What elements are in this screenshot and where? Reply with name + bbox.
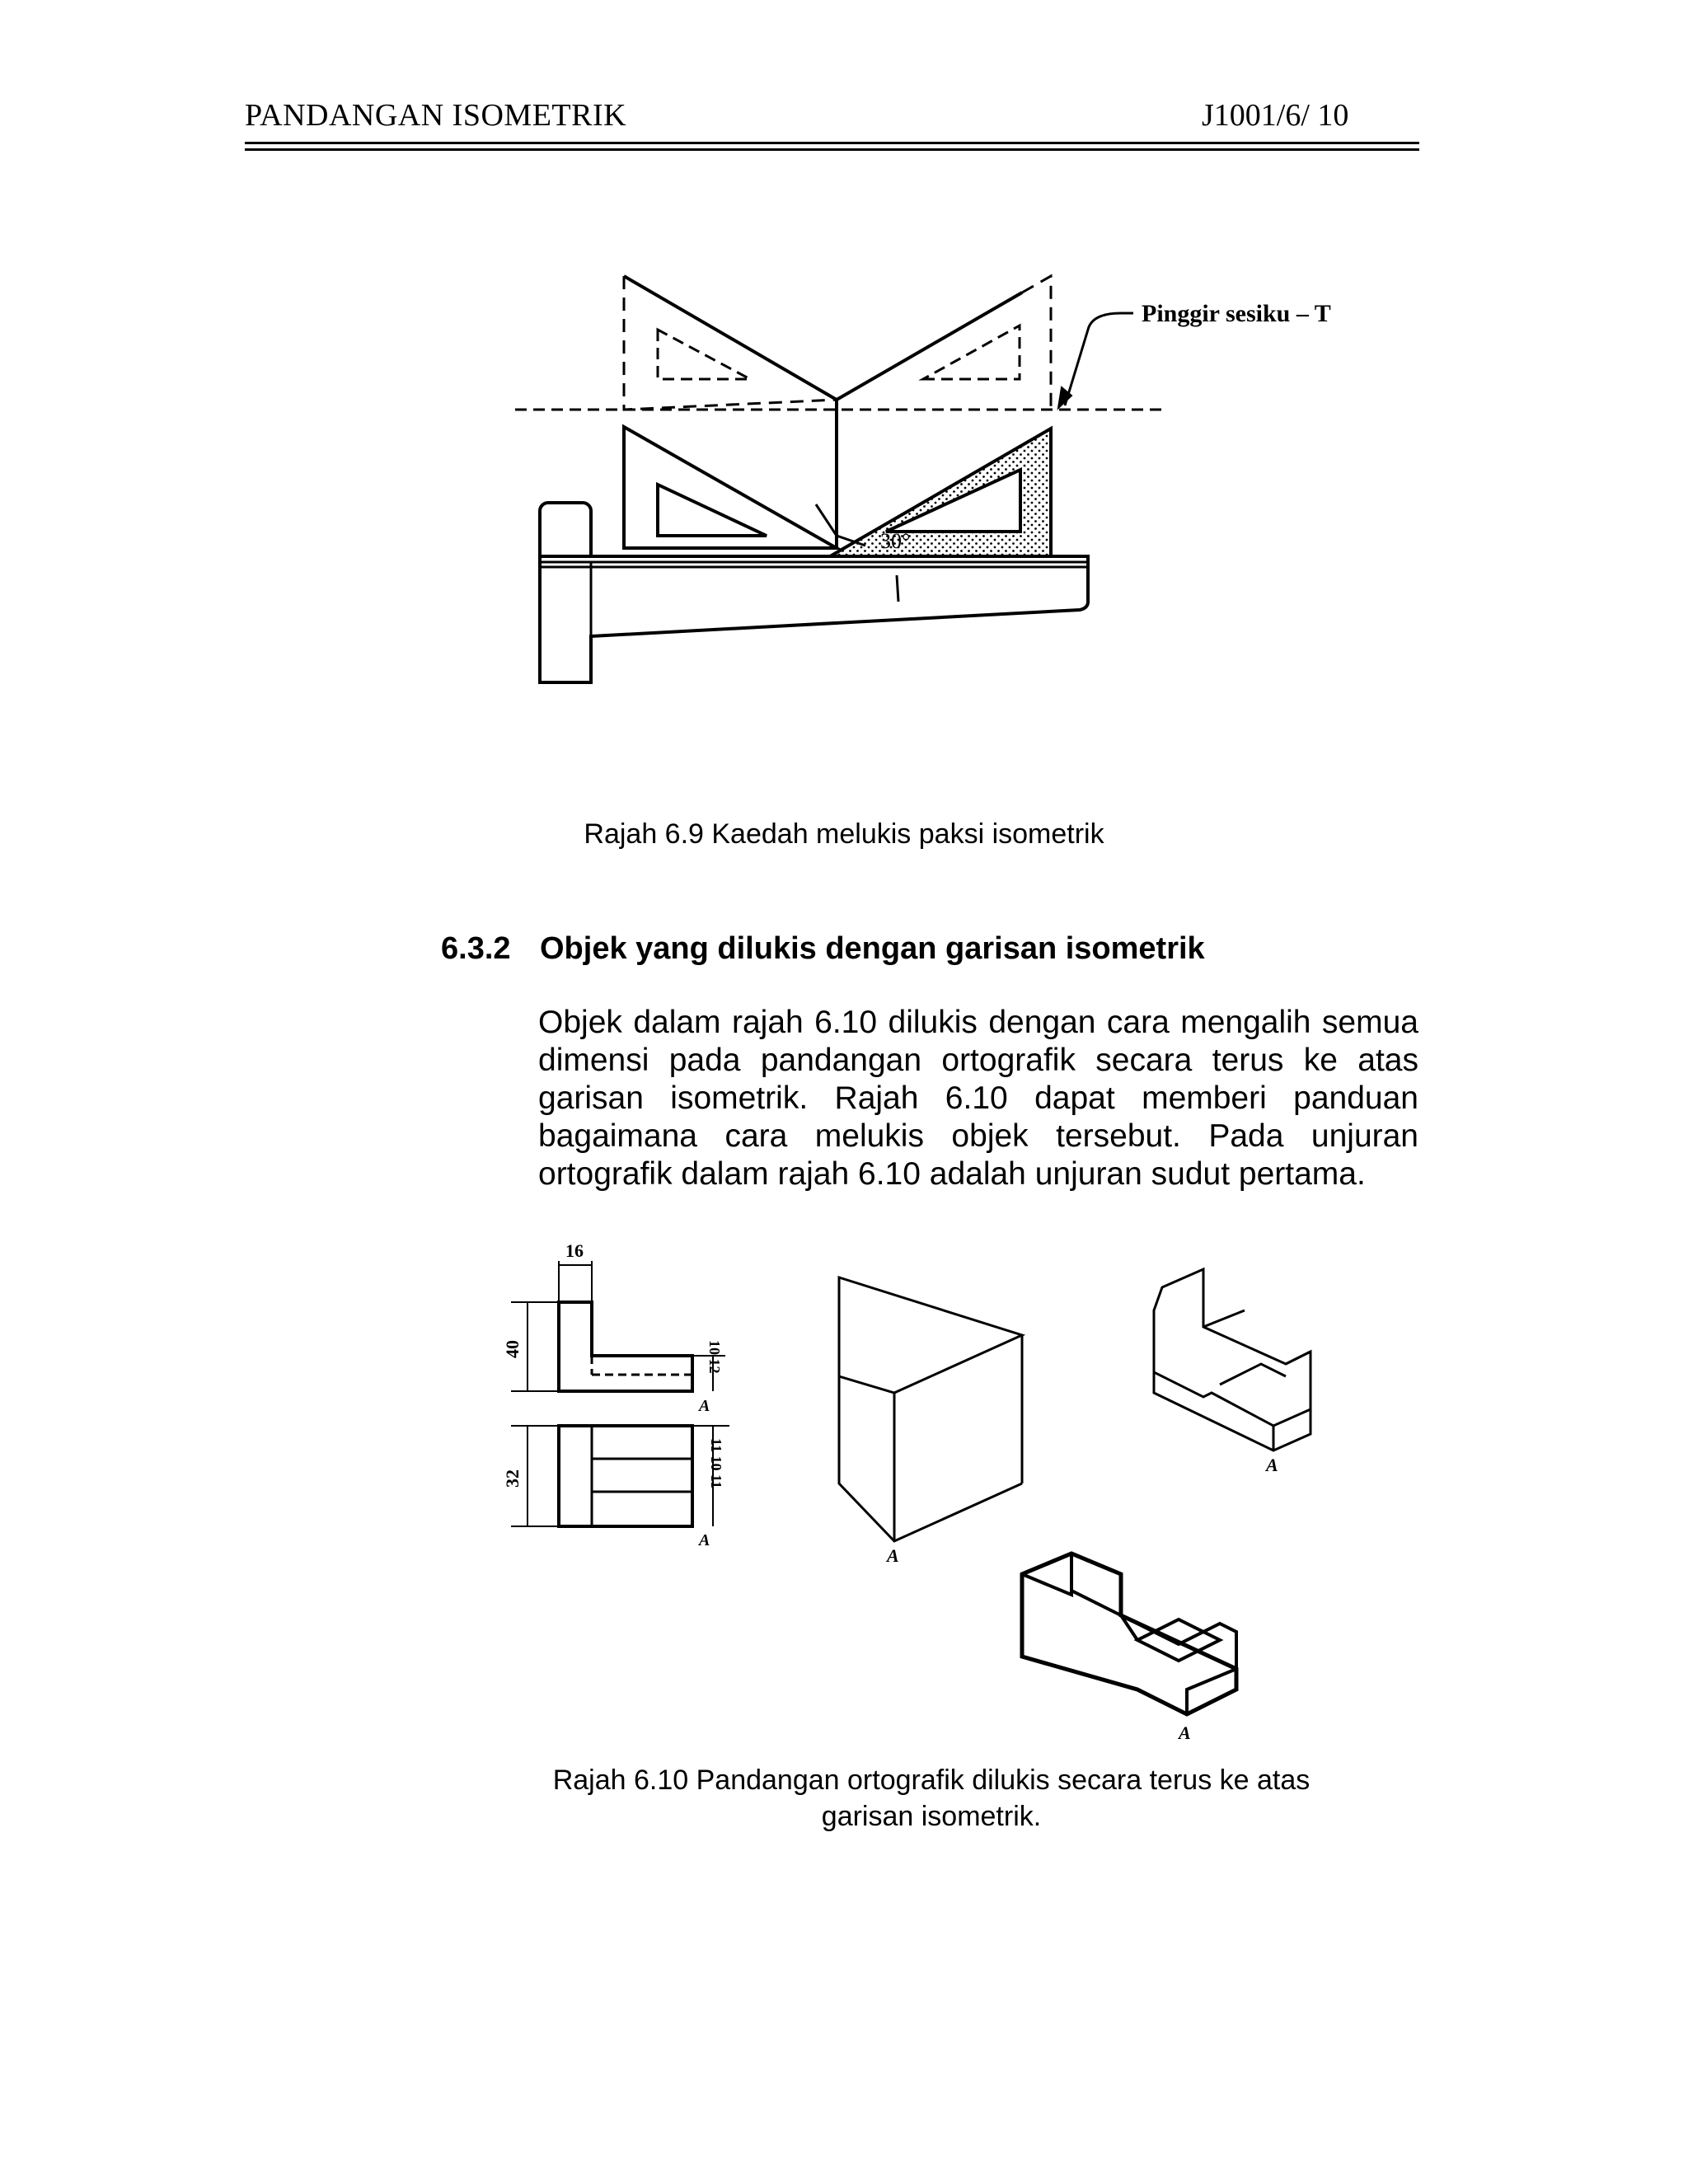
point-a-front: A	[699, 1397, 710, 1415]
t-square-label: Pinggir sesiku – T	[1142, 300, 1331, 327]
header-rule-secondary	[245, 148, 1419, 151]
point-a-object: A	[1179, 1722, 1191, 1743]
dims-front-side: 10 12	[706, 1340, 723, 1374]
point-a-construction: A	[1266, 1455, 1278, 1475]
header-rule	[245, 142, 1419, 144]
figure-6-10-caption	[462, 1762, 1401, 1835]
header-title: PANDANGAN ISOMETRIK	[245, 98, 627, 133]
section-number: 6.3.2	[441, 931, 511, 966]
section-paragraph: Objek dalam rajah 6.10 dilukis dengan cara mengalih semua dimensi pada pandangan ortografik secara terus ke atas garisan isometrik. Rajah 6.10 dapat memberi panduan bagaimana cara melukis objek tersebut. Pada unjuran ortografik dalam rajah 6.10 adalah unjuran sudut pertama.	[538, 1005, 1418, 1192]
figure-6-10-caption-line1: Rajah 6.10 Pandangan ortografik dilukis secara terus ke atas	[552, 1765, 1311, 1796]
figure-6-9-drawing	[511, 264, 1331, 692]
point-a-box: A	[887, 1545, 899, 1566]
dim-16-label: 16	[565, 1240, 584, 1261]
figure-6-10-drawing	[495, 1228, 1368, 1755]
dim-32-label: 32	[502, 1469, 523, 1488]
angle-label: 30°	[880, 529, 911, 553]
figure-6-9-caption: Rajah 6.9 Kaedah melukis paksi isometrik	[584, 818, 1104, 850]
figure-6-10-caption-line2: garisan isometrik.	[821, 1801, 1042, 1832]
section-title: Objek yang dilukis dengan garisan isometrik	[540, 931, 1205, 966]
dim-40-label: 40	[502, 1340, 523, 1358]
header-code: J1001/6/ 10	[1202, 98, 1349, 133]
section-heading	[441, 931, 1205, 967]
dims-top-side: 11 10 11	[708, 1438, 724, 1489]
point-a-top: A	[699, 1531, 710, 1549]
